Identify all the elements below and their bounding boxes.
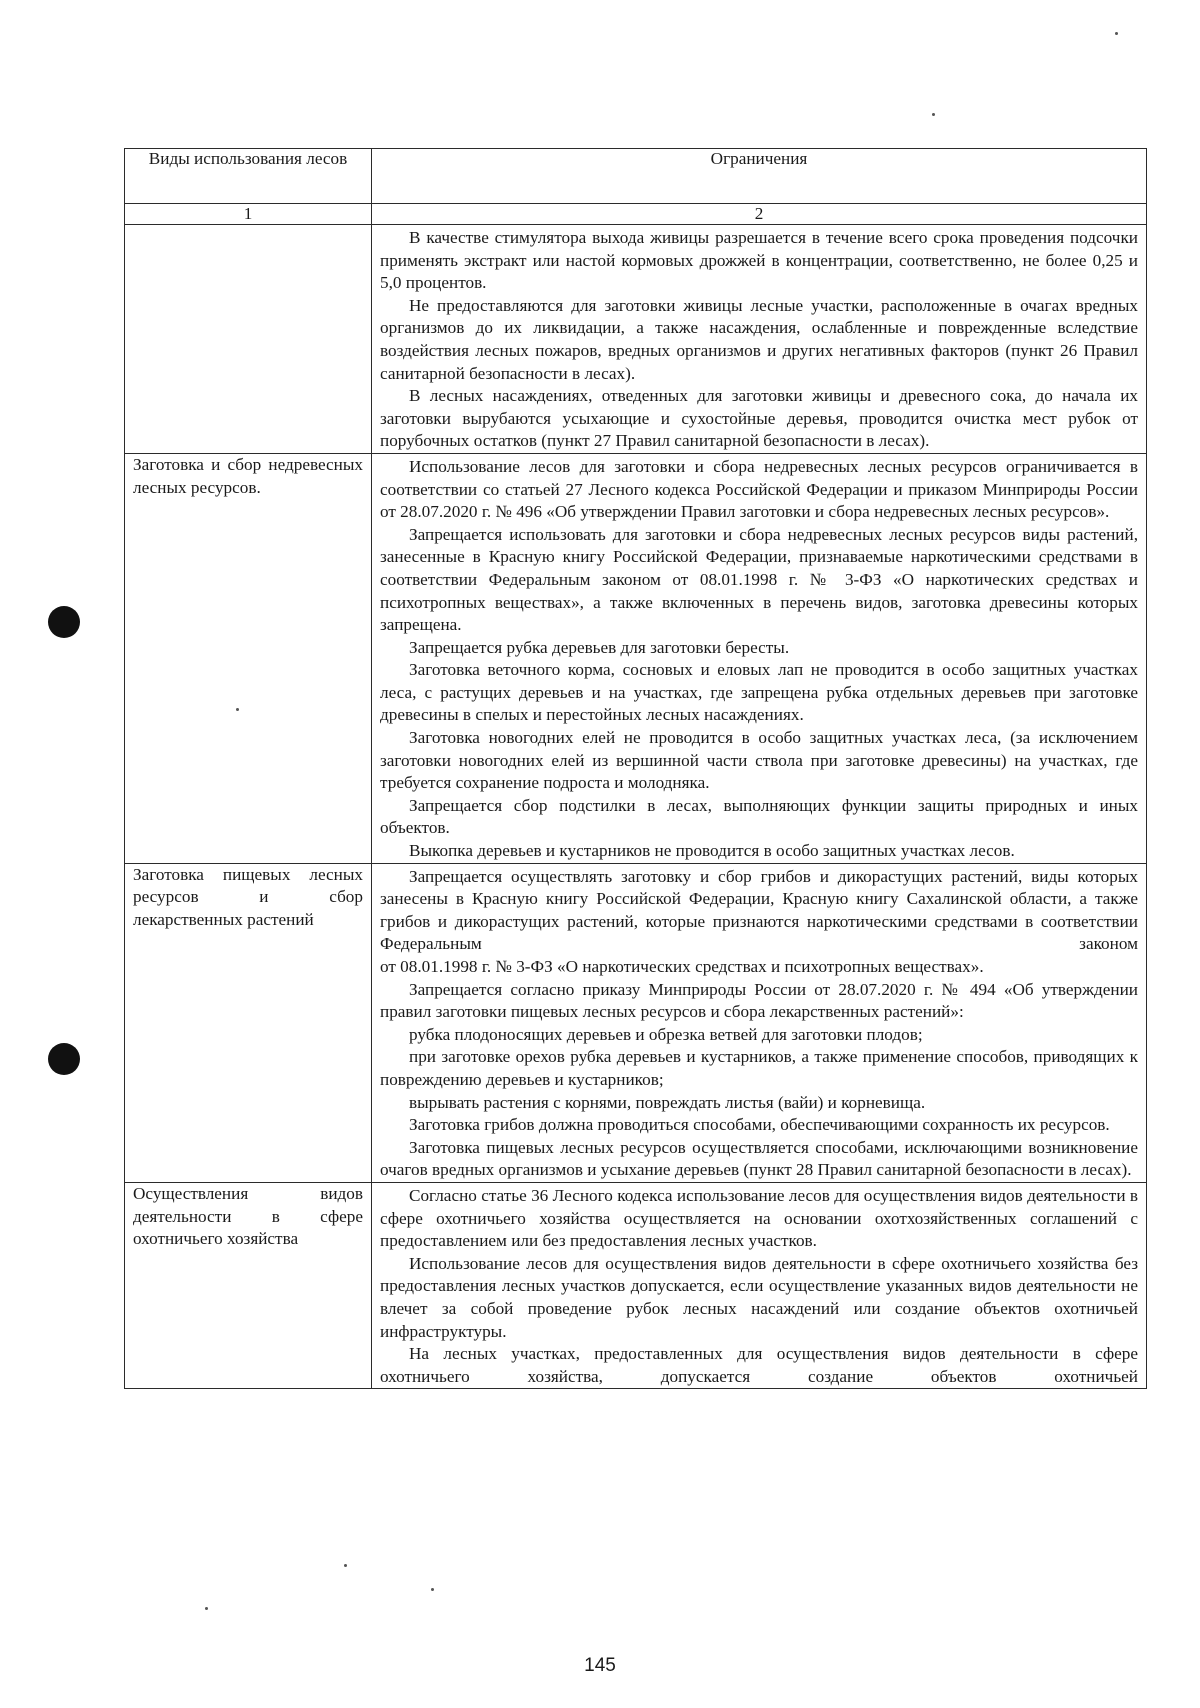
scan-speck	[932, 113, 935, 116]
restrictions-cell	[372, 225, 1147, 454]
forest-use-type-cell: Заготовка и сбор недревесных лесных ресурсов.	[125, 453, 372, 863]
restriction-paragraph: В лесных насаждениях, отведенных для заготовки живицы и древесного сока, до начала их заготовки вырубаются усыхающие и сухостойные деревья, проводится очистка мест рубок от порубочных остатков (пункт 27 Правил санитарной безопасности в лесах).	[380, 386, 1138, 451]
restriction-paragraph: В качестве стимулятора выхода живицы разрешается в течение всего срока проведения подсочки применять экстракт или настой кормовых дрожжей в концентрации, соответственно, не более 0,25 и 5,0 процентов.	[380, 228, 1138, 293]
column-number-2: 2	[372, 204, 1147, 225]
restriction-paragraph: Использование лесов для заготовки и сбора недревесных лесных ресурсов ограничивается в соответствии со статьей 27 Лесного кодекса Российской Федерации и приказом Минприроды России от 28.07.2020 г. № 496 «Об утверждении Правил заготовки и сбора недревесных лесных ресурсов».	[380, 456, 1138, 522]
restriction-paragraph: Не предоставляются для заготовки живицы лесные участки, расположенные в очагах вредных организмов до их ликвидации, а также насаждения, ослабленные и поврежденные вследствие воздействия лесных пожаров, вредных организмов и других негативных факторов (пункт 26 Правил санитарной безопасности в лесах).	[380, 295, 1138, 383]
column-number-1: 1	[125, 204, 372, 225]
restriction-paragraph: вырывать растения с корнями, повреждать листья (вайи) и корневища.	[409, 1092, 926, 1112]
forest-use-type-cell	[125, 225, 372, 454]
restriction-paragraph: рубка плодоносящих деревьев и обрезка ветвей для заготовки плодов;	[409, 1024, 923, 1044]
column-number-row	[125, 204, 1147, 225]
restriction-paragraph: Запрещается использовать для заготовки и сбора недревесных лесных ресурсов виды растений, занесенные в Красную книгу Российской Федерации, признаваемые наркотическими средствами в соответствии Федеральным законом от 08.01.1998 г. № 3-ФЗ «О наркотических средствах и психотропных веществах», а также включенных в перечень видов, заготовка древесины которых запрещена.	[380, 524, 1138, 635]
restriction-paragraph: Заготовка пищевых лесных ресурсов осуществляется способами, исключающими возникновение очагов вредных организмов и усыхание деревьев (пункт 28 Правил санитарной безопасности в лесах).	[380, 1137, 1138, 1180]
scan-speck	[344, 1564, 347, 1567]
restriction-paragraph: Заготовка грибов должна проводиться способами, обеспечивающими сохранность их ресурсов.	[409, 1115, 1110, 1135]
restriction-paragraph: Запрещается согласно приказу Минприроды России от 28.07.2020 г. № 494 «Об утверждении правил заготовки пищевых лесных ресурсов и сбора лекарственных растений»:	[380, 979, 1138, 1022]
header-restrictions: Ограничения	[372, 149, 1147, 204]
restrictions-table	[124, 148, 1147, 1389]
restriction-paragraph: Запрещается сбор подстилки в лесах, выполняющих функции защиты природных и иных объектов.	[380, 795, 1138, 838]
table-row	[125, 453, 1147, 863]
scan-speck	[1115, 32, 1118, 35]
table-header-row	[125, 149, 1147, 204]
restriction-paragraph: Запрещается рубка деревьев для заготовки бересты.	[409, 637, 790, 657]
restriction-paragraph: Использование лесов для осуществления видов деятельности в сфере охотничьего хозяйства без предоставления лесных участков допускается, если осуществление указанных видов деятельности не влечет за собой проведение рубок лесных насаждений или создание объектов охотничьей инфраструктуры.	[380, 1253, 1138, 1341]
header-forest-use-types: Виды использования лесов	[125, 149, 372, 204]
restriction-paragraph: от 08.01.1998 г. № 3-ФЗ «О наркотических средствах и психотропных веществах».	[380, 957, 984, 976]
scan-speck	[205, 1607, 208, 1610]
forest-use-type-cell: Заготовка пищевых лесных ресурсов и сбор лекарственных растений	[125, 863, 372, 1182]
table-row	[125, 225, 1147, 454]
punch-hole	[48, 1043, 80, 1075]
page-number: 145	[584, 1655, 616, 1676]
forest-use-type-cell: Осуществления видов деятельности в сфере охотничьего хозяйства	[125, 1182, 372, 1388]
punch-hole	[48, 606, 80, 638]
restriction-paragraph: при заготовке орехов рубка деревьев и кустарников, а также применение способов, приводящих к повреждению деревьев и кустарников;	[380, 1047, 1138, 1089]
restrictions-cell	[372, 1182, 1147, 1388]
restriction-paragraph: Согласно статье 36 Лесного кодекса использование лесов для осуществления видов деятельности в сфере охотничьего хозяйства осуществляется на основании охотхозяйственных соглашений с предоставлением или без предоставления лесных участков.	[380, 1185, 1138, 1251]
restriction-paragraph: Выкопка деревьев и кустарников не проводится в особо защитных участках лесов.	[409, 841, 1015, 861]
restriction-paragraph: Заготовка веточного корма, сосновых и еловых лап не проводится в особо защитных участках леса, с растущих деревьев и на участках, где запрещена рубка отдельных деревьев при заготовке древесины в спелых и перестойных лесных насаждениях.	[380, 660, 1138, 725]
restriction-paragraph: Заготовка новогодних елей не проводится в особо защитных участках леса, (за исключением заготовки новогодних елей из вершинной части ствола при заготовке древесины) на участках, где требуется сохранение подроста и молодняка.	[380, 728, 1138, 793]
scan-speck	[431, 1588, 434, 1591]
restrictions-cell	[372, 863, 1147, 1182]
restrictions-cell	[372, 453, 1147, 863]
restriction-paragraph: Запрещается осуществлять заготовку и сбор грибов и дикорастущих растений, виды которых занесены в Красную книгу Российской Федерации, Красную книгу Сахалинской области, а также грибов и дикорастущих растений, которые признаются наркотическими средствами в соответствии Федеральным законом	[380, 866, 1138, 954]
restriction-paragraph: На лесных участках, предоставленных для осуществления видов деятельности в сфере охотничьего хозяйства, допускается создание объектов охотничьей	[380, 1344, 1138, 1386]
table-row	[125, 1182, 1147, 1388]
table-row	[125, 863, 1147, 1182]
